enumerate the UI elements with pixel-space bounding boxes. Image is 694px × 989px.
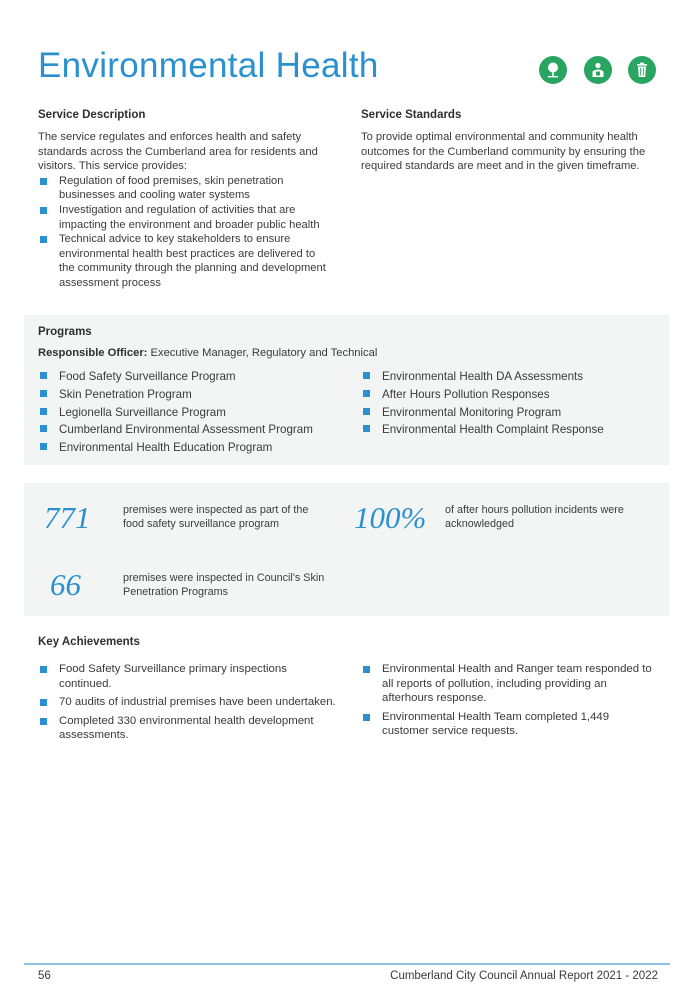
list-item: Skin Penetration Program <box>38 386 348 404</box>
bin-icon <box>628 56 656 84</box>
list-item: Regulation of food premises, skin penetration businesses and cooling water systems <box>38 174 330 203</box>
stat-text: of after hours pollution incidents were acknowledged <box>445 504 624 530</box>
service-standards-heading: Service Standards <box>361 109 462 121</box>
programs-heading: Programs <box>38 326 92 338</box>
service-description-heading: Service Description <box>38 109 146 121</box>
list-item: Cumberland Environmental Assessment Program <box>38 421 348 439</box>
tree-icon <box>539 56 567 84</box>
list-item: Environmental Health Team completed 1,449 customer service requests. <box>361 710 658 739</box>
list-item: Environmental Health Complaint Response <box>361 421 661 439</box>
programs-list-left <box>38 368 348 457</box>
list-item: After Hours Pollution Responses <box>361 386 661 404</box>
responsible-officer-value: Executive Manager, Regulatory and Technical <box>150 347 378 359</box>
stats-panel <box>24 483 669 616</box>
key-achievements-heading: Key Achievements <box>38 636 140 648</box>
achievements-list-left <box>38 662 338 747</box>
list-item: Food Safety Surveillance Program <box>38 368 348 386</box>
page-number: 56 <box>38 970 51 982</box>
achievements-list-right <box>361 662 658 743</box>
stat-value: 66 <box>50 567 81 602</box>
responsible-officer-label: Responsible Officer: <box>38 347 148 359</box>
list-item: Environmental Health DA Assessments <box>361 368 661 386</box>
stat-text: premises were inspected in Council's Skin Penetration Programs <box>123 572 325 598</box>
responsible-officer <box>38 347 377 359</box>
list-item: Environmental Health and Ranger team responded to all reports of pollution, including providing an afterhours response. <box>361 662 658 706</box>
list-item: Environmental Monitoring Program <box>361 404 661 422</box>
stat-value: 771 <box>44 500 91 535</box>
stat-text: premises were inspected as part of the food safety surveillance program <box>123 504 309 530</box>
programs-list-right <box>361 368 661 439</box>
list-item: Technical advice to key stakeholders to ensure environmental health best practices are delivered to the community through the planning and development assessment process <box>38 232 330 290</box>
service-standards-text: To provide optimal environmental and community health outcomes for the Cumberland community by ensuring the required standards are meet and in the given timeframe. <box>361 131 646 173</box>
list-item: Environmental Health Education Program <box>38 439 348 457</box>
list-item: Investigation and regulation of activities that are impacting the environment and broader public health <box>38 203 330 232</box>
list-item: Legionella Surveillance Program <box>38 404 348 422</box>
service-description-list <box>38 174 330 291</box>
list-item: 70 audits of industrial premises have been undertaken. <box>38 695 338 710</box>
list-item: Food Safety Surveillance primary inspections continued. <box>38 662 338 691</box>
stat-value: 100% <box>354 500 427 535</box>
report-title: Cumberland City Council Annual Report 2021 - 2022 <box>390 970 658 982</box>
person-icon <box>584 56 612 84</box>
service-description-intro: The service regulates and enforces health and safety standards across the Cumberland area for residents and visitors. This service provides: <box>38 131 318 173</box>
list-item: Completed 330 environmental health development assessments. <box>38 714 338 743</box>
footer-divider <box>24 963 670 965</box>
service-description-body <box>38 130 330 291</box>
page-title: Environmental Health <box>38 46 379 85</box>
